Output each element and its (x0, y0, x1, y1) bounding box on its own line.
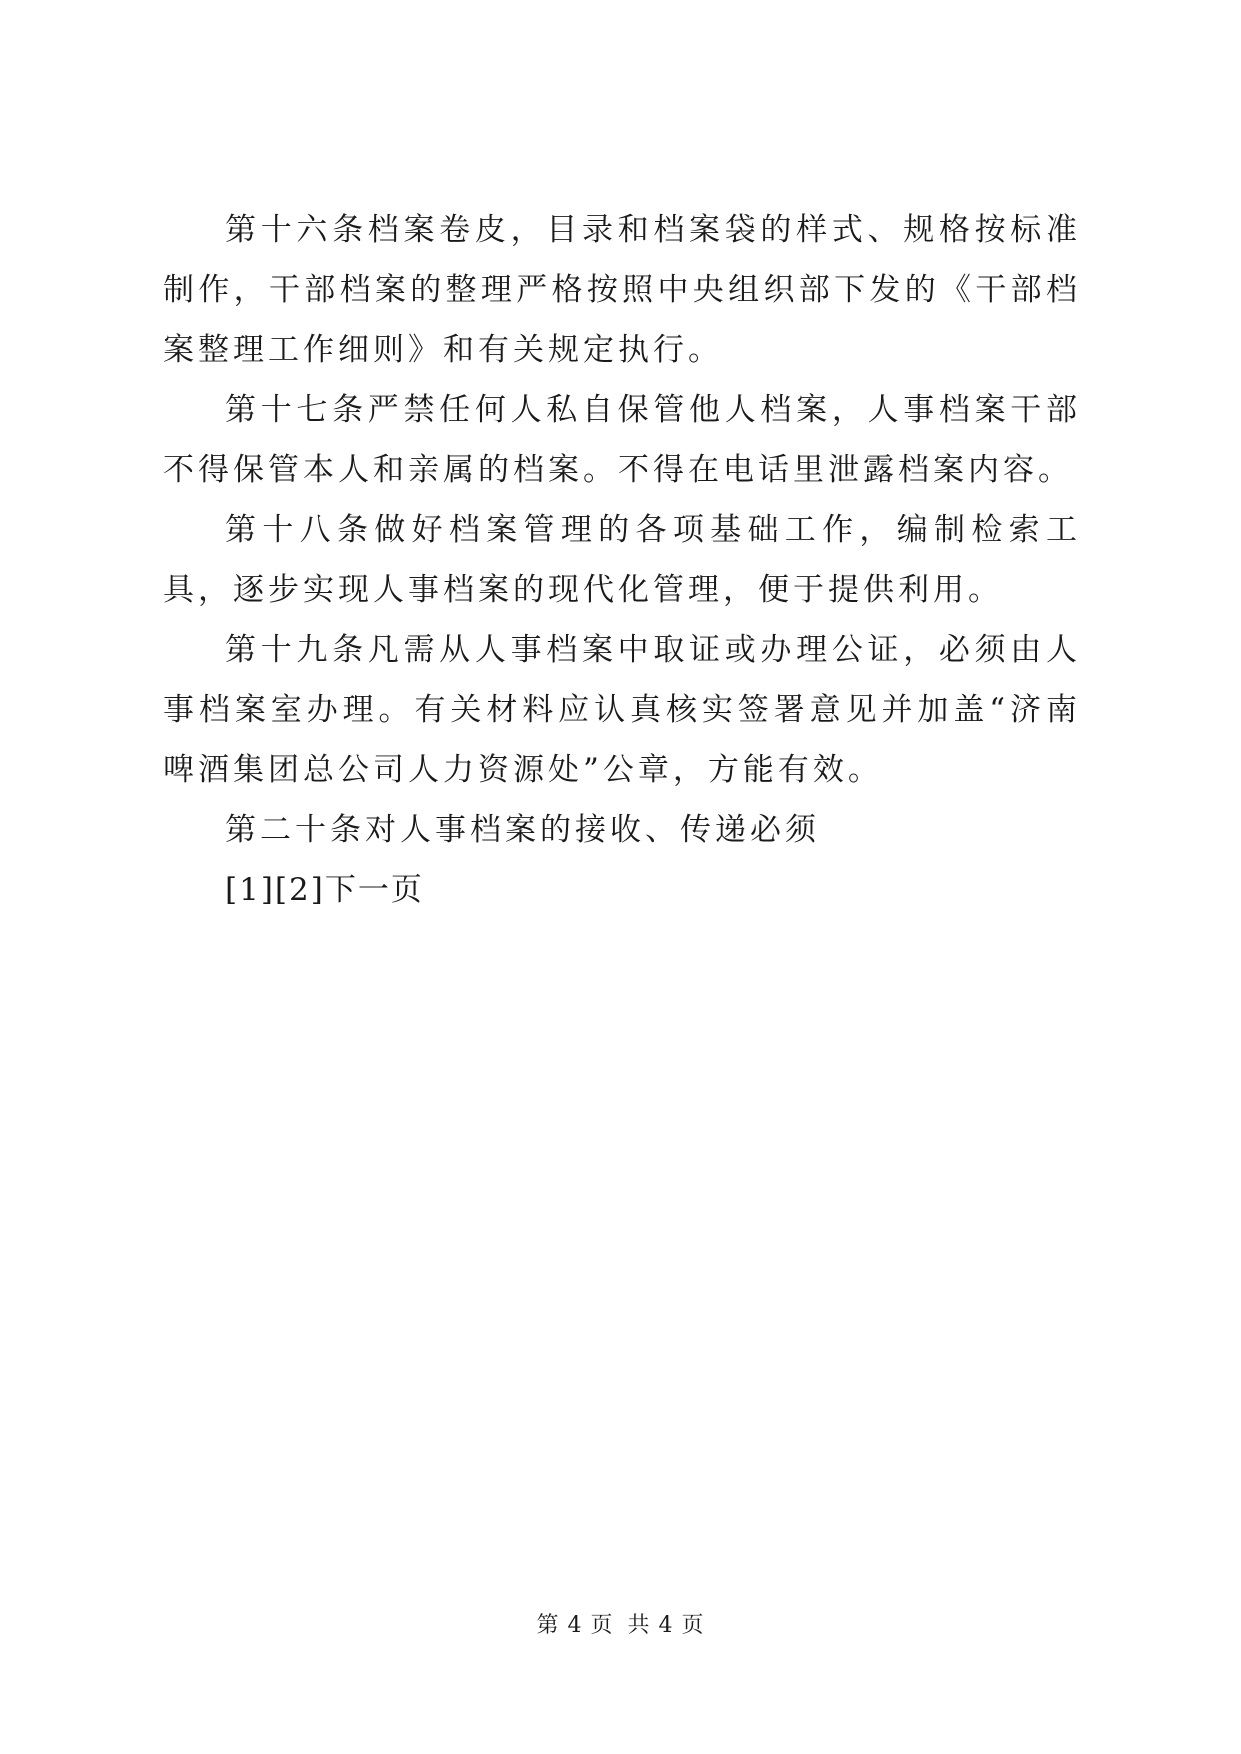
article-17-paragraph: 第十七条严禁任何人私自保管他人档案，人事档案干部不得保管本人和亲属的档案。不得在电话里泄露档案内容。 (163, 392, 1081, 488)
pagination-links (163, 860, 1081, 920)
current-page-label: 第 4 页 (536, 1613, 614, 1638)
next-page-link[interactable]: 下一页 (324, 872, 424, 908)
article-20-paragraph: 第二十条对人事档案的接收、传递必须 (225, 812, 820, 848)
page-footer (0, 1608, 1241, 1639)
page-2-link[interactable]: [2] (274, 872, 325, 908)
page-1-link[interactable]: [1] (225, 872, 275, 908)
article-16-paragraph: 第十六条档案卷皮，目录和档案袋的样式、规格按标准制作，干部档案的整理严格按照中央组织部下发的《干部档案整理工作细则》和有关规定执行。 (163, 212, 1081, 368)
article-18-paragraph: 第十八条做好档案管理的各项基础工作，编制检索工具，逐步实现人事档案的现代化管理，便于提供利用。 (163, 512, 1081, 608)
document-body (163, 200, 1081, 920)
total-pages-label: 共 4 页 (627, 1613, 705, 1638)
article-19-paragraph: 第十九条凡需从人事档案中取证或办理公证，必须由人事档案室办理。有关材料应认真核实签署意见并加盖“济南啤酒集团总公司人力资源处”公章，方能有效。 (163, 632, 1081, 788)
